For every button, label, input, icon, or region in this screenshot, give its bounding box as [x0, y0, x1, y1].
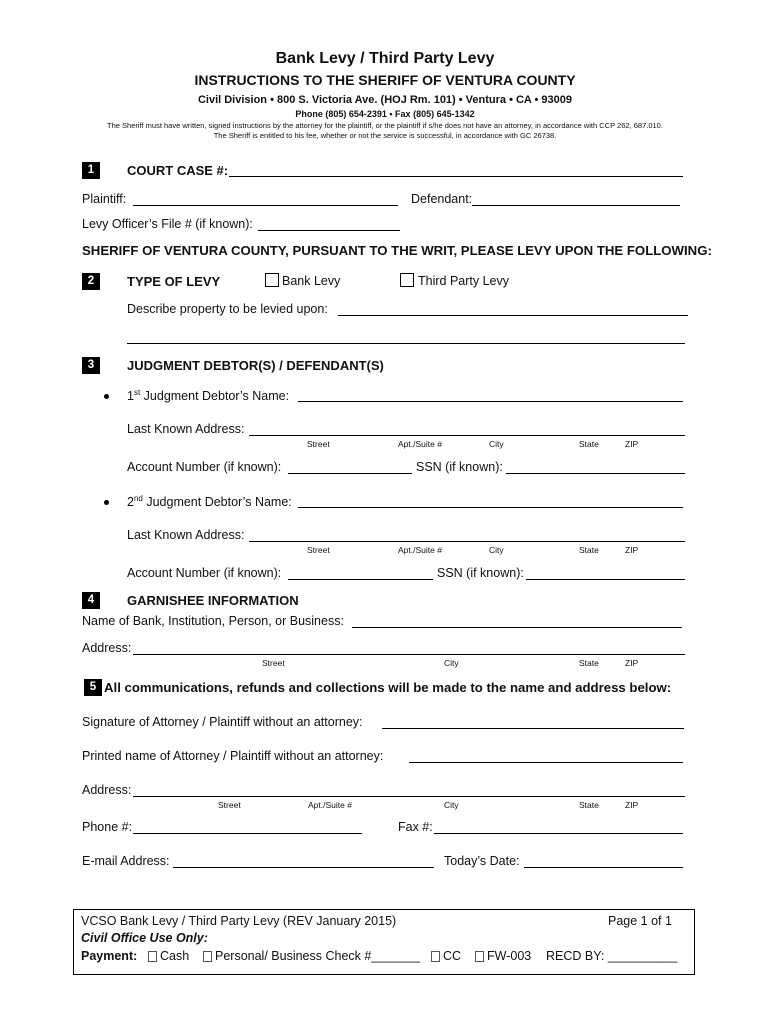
todays-date-label: Today’s Date:	[444, 854, 520, 868]
plaintiff-label: Plaintiff:	[82, 192, 127, 206]
recd-by-label: RECD BY: __________	[546, 949, 678, 963]
cc-checkbox[interactable]	[431, 951, 440, 962]
third-party-levy-checkbox[interactable]	[400, 273, 414, 287]
addr-city-caption: City	[444, 800, 459, 810]
debtor-2-address-field[interactable]	[249, 541, 685, 542]
addr-apt-caption: Apt./Suite #	[308, 800, 352, 810]
addr-city-caption: City	[444, 658, 459, 668]
phone-field[interactable]	[133, 833, 362, 834]
debtor-2-account-label: Account Number (if known):	[127, 566, 282, 580]
section-3-badge: 3	[82, 357, 100, 374]
form-subtitle: INSTRUCTIONS TO THE SHERIFF OF VENTURA COUNTY	[194, 72, 576, 88]
printed-name-label: Printed name of Attorney / Plaintiff without an attorney:	[82, 749, 384, 763]
check-label: Personal/ Business Check #_______	[215, 949, 420, 963]
debtor-2-ssn-field[interactable]	[526, 579, 685, 580]
garnishee-address-field[interactable]	[133, 654, 685, 655]
section-1-badge: 1	[82, 162, 100, 179]
addr-city-caption: City	[489, 545, 504, 555]
addr-state-caption: State	[579, 658, 599, 668]
describe-property-label: Describe property to be levied upon:	[127, 302, 328, 316]
office-use-label: Civil Office Use Only:	[81, 931, 208, 945]
cash-checkbox[interactable]	[148, 951, 157, 962]
debtor-1-ssn-label: SSN (if known):	[416, 460, 503, 474]
fax-label: Fax #:	[398, 820, 433, 834]
addr-city-caption: City	[489, 439, 504, 449]
fw-003-checkbox[interactable]	[475, 951, 484, 962]
return-address-label: Address:	[82, 783, 132, 797]
debtor-1-ssn-field[interactable]	[506, 473, 685, 474]
debtor-1-label: 1st Judgment Debtor’s Name:	[127, 388, 290, 404]
addr-state-caption: State	[579, 545, 599, 555]
garnishee-name-field[interactable]	[352, 627, 682, 628]
addr-street-caption: Street	[218, 800, 241, 810]
instruction-note-1: The Sheriff must have written, signed instructions by the attorney for the plaintiff, or the plaintiff if s/he does not have an attorney, in accordance with CCP 262, 687.010.	[107, 121, 663, 130]
addr-zip-caption: ZIP	[625, 545, 639, 555]
addr-street-caption: Street	[307, 439, 330, 449]
check-checkbox[interactable]	[203, 951, 212, 962]
phone-label: Phone #:	[82, 820, 133, 834]
addr-apt-caption: Apt./Suite #	[398, 545, 442, 555]
debtor-2-address-label: Last Known Address:	[127, 528, 245, 542]
garnishee-address-label: Address:	[82, 641, 132, 655]
office-use-box	[73, 909, 695, 975]
bank-levy-label: Bank Levy	[282, 274, 341, 288]
fax-field[interactable]	[434, 833, 683, 834]
garnishee-name-label: Name of Bank, Institution, Person, or Business:	[82, 614, 344, 628]
debtor-2-name-field[interactable]	[298, 507, 683, 508]
return-address-field[interactable]	[133, 796, 685, 797]
section-5-badge: 5	[84, 679, 102, 696]
debtor-2-ssn-label: SSN (if known):	[437, 566, 524, 580]
addr-zip-caption: ZIP	[625, 439, 639, 449]
cash-label: Cash	[160, 949, 190, 963]
debtor-1-address-field[interactable]	[249, 435, 685, 436]
phone-fax: Phone (805) 654-2391 • Fax (805) 645-1342	[295, 109, 475, 119]
payment-label: Payment:	[81, 949, 138, 963]
defendant-field[interactable]	[472, 205, 680, 206]
pursuant-heading: SHERIFF OF VENTURA COUNTY, PURSUANT TO THE WRIT, PLEASE LEVY UPON THE FOLLOWING:	[82, 243, 712, 258]
addr-state-caption: State	[579, 439, 599, 449]
describe-property-field[interactable]	[338, 315, 688, 316]
page-number: Page 1 of 1	[608, 914, 672, 928]
email-field[interactable]	[173, 867, 434, 868]
addr-zip-caption: ZIP	[625, 800, 639, 810]
court-case-field[interactable]	[229, 176, 683, 177]
debtor-1-name-field[interactable]	[298, 401, 683, 402]
plaintiff-field[interactable]	[133, 205, 398, 206]
addr-street-caption: Street	[262, 658, 285, 668]
bullet-icon	[104, 500, 109, 505]
court-case-label: COURT CASE #:	[127, 163, 229, 178]
instruction-note-2: The Sheriff is entitled to his fee, whether or not the service is successful, in accordance with GC 26738.	[213, 131, 557, 140]
addr-apt-caption: Apt./Suite #	[398, 439, 442, 449]
defendant-label: Defendant:	[411, 192, 473, 206]
section-2-badge: 2	[82, 273, 100, 290]
third-party-levy-label: Third Party Levy	[418, 274, 510, 288]
form-title: Bank Levy / Third Party Levy	[275, 50, 495, 67]
cc-label: CC	[443, 949, 462, 963]
signature-label: Signature of Attorney / Plaintiff without an attorney:	[82, 715, 363, 729]
addr-state-caption: State	[579, 800, 599, 810]
debtor-2-account-field[interactable]	[288, 579, 433, 580]
email-label: E-mail Address:	[82, 854, 170, 868]
describe-property-field-2[interactable]	[127, 343, 685, 344]
judgment-debtor-heading: JUDGMENT DEBTOR(S) / DEFENDANT(S)	[127, 358, 384, 373]
addr-zip-caption: ZIP	[625, 658, 639, 668]
levy-file-field[interactable]	[258, 230, 400, 231]
debtor-1-account-label: Account Number (if known):	[127, 460, 282, 474]
debtor-1-account-field[interactable]	[288, 473, 412, 474]
debtor-1-address-label: Last Known Address:	[127, 422, 245, 436]
form-version: VCSO Bank Levy / Third Party Levy (REV January 2015)	[81, 914, 397, 928]
fw-003-label: FW-003	[487, 949, 532, 963]
addr-street-caption: Street	[307, 545, 330, 555]
todays-date-field[interactable]	[524, 867, 683, 868]
levy-file-label: Levy Officer’s File # (if known):	[82, 217, 253, 231]
section-4-badge: 4	[82, 592, 100, 609]
signature-field[interactable]	[382, 728, 684, 729]
printed-name-field[interactable]	[409, 762, 683, 763]
communications-heading: All communications, refunds and collections will be made to the name and address below:	[104, 680, 672, 695]
bullet-icon	[104, 394, 109, 399]
type-of-levy-label: TYPE OF LEVY	[127, 274, 221, 289]
division-address: Civil Division • 800 S. Victoria Ave. (HOJ Rm. 101) • Ventura • CA • 93009	[197, 94, 573, 106]
garnishee-heading: GARNISHEE INFORMATION	[127, 593, 299, 608]
bank-levy-checkbox[interactable]	[265, 273, 279, 287]
debtor-2-label: 2nd Judgment Debtor’s Name:	[127, 494, 292, 510]
